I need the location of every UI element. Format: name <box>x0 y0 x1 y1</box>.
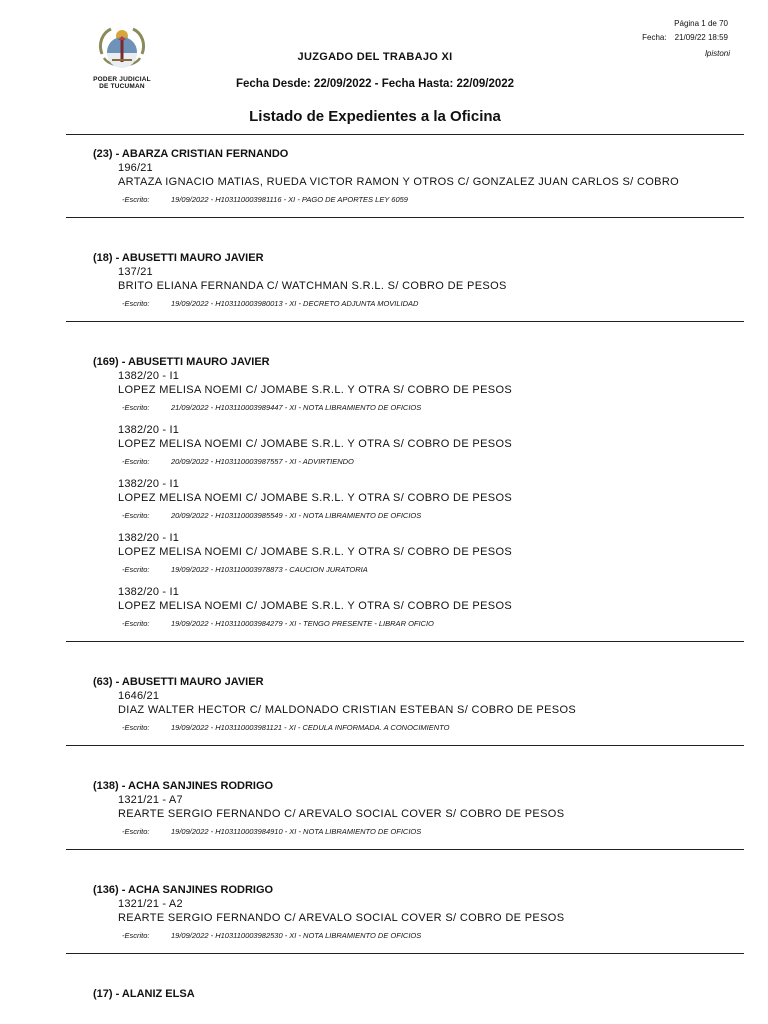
expediente-number: 196/21 <box>118 162 153 174</box>
escrito-label: -Escrito: <box>122 723 150 732</box>
expediente-number: 1321/21 - A2 <box>118 898 183 910</box>
escrito-detail: 21/09/2022 - H103110003989447 - XI - NOTA LIBRAMIENTO DE OFICIOS <box>171 403 422 412</box>
escrito-label: -Escrito: <box>122 299 150 308</box>
expediente-number: 1646/21 <box>118 690 160 702</box>
escrito-detail: 19/09/2022 - H103110003984279 - XI - TENGO PRESENTE - LIBRAR OFICIO <box>171 619 434 628</box>
group-divider <box>66 641 744 642</box>
print-date-label: Fecha: <box>642 33 667 42</box>
print-date-value: 21/09/22 18:59 <box>674 33 728 42</box>
expediente-number: 137/21 <box>118 266 153 278</box>
escrito-line <box>122 931 421 940</box>
case-title: LOPEZ MELISA NOEMI C/ JOMABE S.R.L. Y OTRA S/ COBRO DE PESOS <box>118 438 513 450</box>
escrito-line <box>122 195 408 204</box>
escrito-label: -Escrito: <box>122 195 150 204</box>
org-name <box>86 76 158 90</box>
case-title: LOPEZ MELISA NOEMI C/ JOMABE S.R.L. Y OTRA S/ COBRO DE PESOS <box>118 546 513 558</box>
group-title: (63) - ABUSETTI MAURO JAVIER <box>93 676 264 688</box>
expediente-number: 1382/20 - I1 <box>118 370 180 382</box>
escrito-detail: 19/09/2022 - H103110003981121 - XI - CEDULA INFORMADA. A CONOCIMIENTO <box>171 723 450 732</box>
escrito-line <box>122 723 449 732</box>
group-title: (17) - ALANIZ ELSA <box>93 988 195 1000</box>
escrito-label: -Escrito: <box>122 511 150 520</box>
group-divider <box>66 321 744 322</box>
group-title: (18) - ABUSETTI MAURO JAVIER <box>93 252 264 264</box>
escrito-detail: 20/09/2022 - H103110003985549 - XI - NOTA LIBRAMIENTO DE OFICIOS <box>171 511 422 520</box>
case-title: REARTE SERGIO FERNANDO C/ AREVALO SOCIAL COVER S/ COBRO DE PESOS <box>118 808 565 820</box>
escrito-line <box>122 299 418 308</box>
escrito-line <box>122 565 368 574</box>
escrito-detail: 19/09/2022 - H103110003980013 - XI - DECRETO ADJUNTA MOVILIDAD <box>171 299 419 308</box>
group-divider <box>66 953 744 954</box>
escrito-label: -Escrito: <box>122 827 150 836</box>
escrito-line <box>122 511 421 520</box>
header-divider <box>66 134 744 135</box>
court-logo <box>86 24 158 90</box>
court-name: JUZGADO DEL TRABAJO XI <box>297 51 453 63</box>
expediente-number: 1382/20 - I1 <box>118 424 180 436</box>
escrito-label: -Escrito: <box>122 457 150 466</box>
group-divider <box>66 745 744 746</box>
expediente-number: 1321/21 - A7 <box>118 794 183 806</box>
escrito-line <box>122 619 434 628</box>
group-title: (136) - ACHA SANJINES RODRIGO <box>93 884 274 896</box>
group-divider <box>66 217 744 218</box>
group-title: (23) - ABARZA CRISTIAN FERNANDO <box>93 148 289 160</box>
escrito-detail: 19/09/2022 - H103110003981116 - XI - PAGO DE APORTES LEY 6059 <box>171 195 408 204</box>
case-title: LOPEZ MELISA NOEMI C/ JOMABE S.R.L. Y OTRA S/ COBRO DE PESOS <box>118 600 513 612</box>
escrito-label: -Escrito: <box>122 619 150 628</box>
escrito-detail: 19/09/2022 - H103110003982530 - XI - NOTA LIBRAMIENTO DE OFICIOS <box>171 931 422 940</box>
print-date <box>642 31 728 45</box>
org-name-line1: PODER JUDICIAL <box>93 76 151 83</box>
escrito-line <box>122 827 421 836</box>
group-title: (169) - ABUSETTI MAURO JAVIER <box>93 356 270 368</box>
page-number: Página 1 de 70 <box>674 19 728 28</box>
group-divider <box>66 849 744 850</box>
escrito-line <box>122 403 421 412</box>
escrito-detail: 19/09/2022 - H103110003984910 - XI - NOTA LIBRAMIENTO DE OFICIOS <box>171 827 422 836</box>
escrito-label: -Escrito: <box>122 565 150 574</box>
escrito-label: -Escrito: <box>122 403 150 412</box>
expediente-number: 1382/20 - I1 <box>118 532 180 544</box>
expediente-number: 1382/20 - I1 <box>118 478 180 490</box>
escrito-detail: 19/09/2022 - H103110003978873 - CAUCION JURATORIA <box>171 565 368 574</box>
user-name: lpistoni <box>705 49 730 58</box>
case-title: LOPEZ MELISA NOEMI C/ JOMABE S.R.L. Y OTRA S/ COBRO DE PESOS <box>118 384 513 396</box>
page-title: Listado de Expedientes a la Oficina <box>249 108 501 125</box>
org-name-line2: DE TUCUMAN <box>99 83 145 90</box>
coat-of-arms-icon <box>96 24 148 74</box>
case-title: REARTE SERGIO FERNANDO C/ AREVALO SOCIAL COVER S/ COBRO DE PESOS <box>118 912 565 924</box>
page-info <box>642 17 728 45</box>
date-range: Fecha Desde: 22/09/2022 - Fecha Hasta: 22/09/2022 <box>235 78 515 90</box>
case-title: DIAZ WALTER HECTOR C/ MALDONADO CRISTIAN ESTEBAN S/ COBRO DE PESOS <box>118 704 577 716</box>
group-title: (138) - ACHA SANJINES RODRIGO <box>93 780 274 792</box>
case-title: LOPEZ MELISA NOEMI C/ JOMABE S.R.L. Y OTRA S/ COBRO DE PESOS <box>118 492 513 504</box>
escrito-line <box>122 457 354 466</box>
case-title: ARTAZA IGNACIO MATIAS, RUEDA VICTOR RAMON Y OTROS C/ GONZALEZ JUAN CARLOS S/ COBRO <box>118 176 680 188</box>
expediente-number: 1382/20 - I1 <box>118 586 180 598</box>
escrito-label: -Escrito: <box>122 931 150 940</box>
escrito-detail: 20/09/2022 - H103110003987557 - XI - ADVIRTIENDO <box>171 457 354 466</box>
case-title: BRITO ELIANA FERNANDA C/ WATCHMAN S.R.L. S/ COBRO DE PESOS <box>118 280 507 292</box>
